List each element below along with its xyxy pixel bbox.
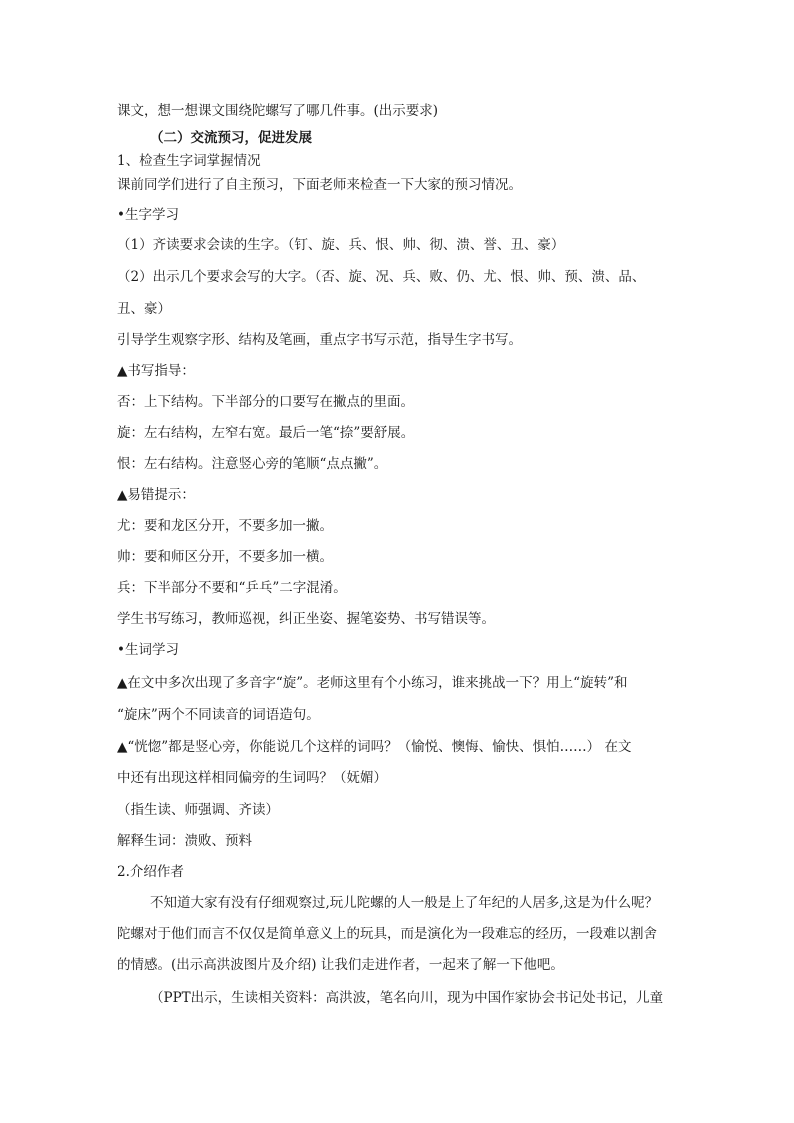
bullet-heading: •生字学习	[117, 207, 179, 223]
paragraph-line: 的情感。(出示高洪波图片及介绍) 让我们走进作者，一起来了解一下他吧。	[117, 957, 564, 973]
bullet-heading: •生词学习	[117, 642, 179, 658]
text-line: 否：上下结构。下半部分的口要写在撇点的里面。	[117, 394, 414, 410]
text-line: 学生书写练习，教师巡视，纠正坐姿、握笔姿势、书写错误等。	[117, 611, 495, 627]
text-line: 中还有出现这样相同偏旁的生词吗？（妩媚）	[117, 770, 387, 786]
text-line: 课前同学们进行了自主预习，下面老师来检查一下大家的预习情况。	[117, 177, 522, 193]
text-line: “旋床”两个不同读音的词语造句。	[117, 707, 320, 723]
text-line: 丑、豪）	[117, 301, 171, 317]
section-heading: （二）交流预习，促进发展	[150, 130, 312, 146]
paragraph-line: 陀螺对于他们而言不仅仅是简单意义上的玩具，而是演化为一段难忘的经历，一段难以割舍	[117, 926, 657, 942]
subheading: 1、检查生字词掌握情况	[117, 153, 261, 169]
subheading: 2.介绍作者	[117, 864, 184, 880]
text-line: 恨：左右结构。注意竖心旁的笔顺“点点撇”。	[117, 456, 388, 472]
text-line: 引导学生观察字形、结构及笔画，重点字书写示范，指导生字书写。	[117, 332, 522, 348]
text-line: （1）齐读要求会读的生字。（钉、旋、兵、恨、帅、彻、溃、誉、丑、豪）	[117, 237, 565, 253]
text-line: 尤：要和龙区分开，不要多加一撇。	[117, 518, 333, 534]
label-heading: ▲易错提示：	[117, 487, 195, 503]
text-line: （2）出示几个要求会写的大字。（否、旋、况、兵、败、仍、尤、恨、帅、预、溃、品、	[117, 269, 646, 285]
paragraph-line: （PPT出示，生读相关资料：高洪波，笔名向川，现为中国作家协会书记处书记，儿童	[150, 990, 664, 1006]
text-line: 兵：下半部分不要和“乒乓”二字混淆。	[117, 580, 347, 596]
text-line: ▲“恍惚”都是竖心旁，你能说几个这样的词吗？（愉悦、懊悔、愉快、惧怕……） 在文	[117, 739, 632, 755]
text-line: 帅：要和师区分开，不要多加一横。	[117, 549, 333, 565]
label-heading: ▲书写指导：	[117, 363, 195, 379]
text-line: 旋：左右结构，左窄右宽。最后一笔“捺”要舒展。	[117, 425, 415, 441]
text-line: 解释生词：溃败、预料	[117, 833, 252, 849]
paragraph-line: 不知道大家有没有仔细观察过,玩儿陀螺的人一般是上了年纪的人居多,这是为什么呢？	[150, 895, 659, 911]
text-line: 课文，想一想课文围绕陀螺写了哪几件事。(出示要求)	[117, 103, 439, 119]
text-line: （指生读、师强调、齐读）	[117, 802, 279, 818]
text-line: ▲在文中多次出现了多音字“旋”。老师这里有个小练习，谁来挑战一下？用上“旋转”和	[117, 675, 628, 691]
